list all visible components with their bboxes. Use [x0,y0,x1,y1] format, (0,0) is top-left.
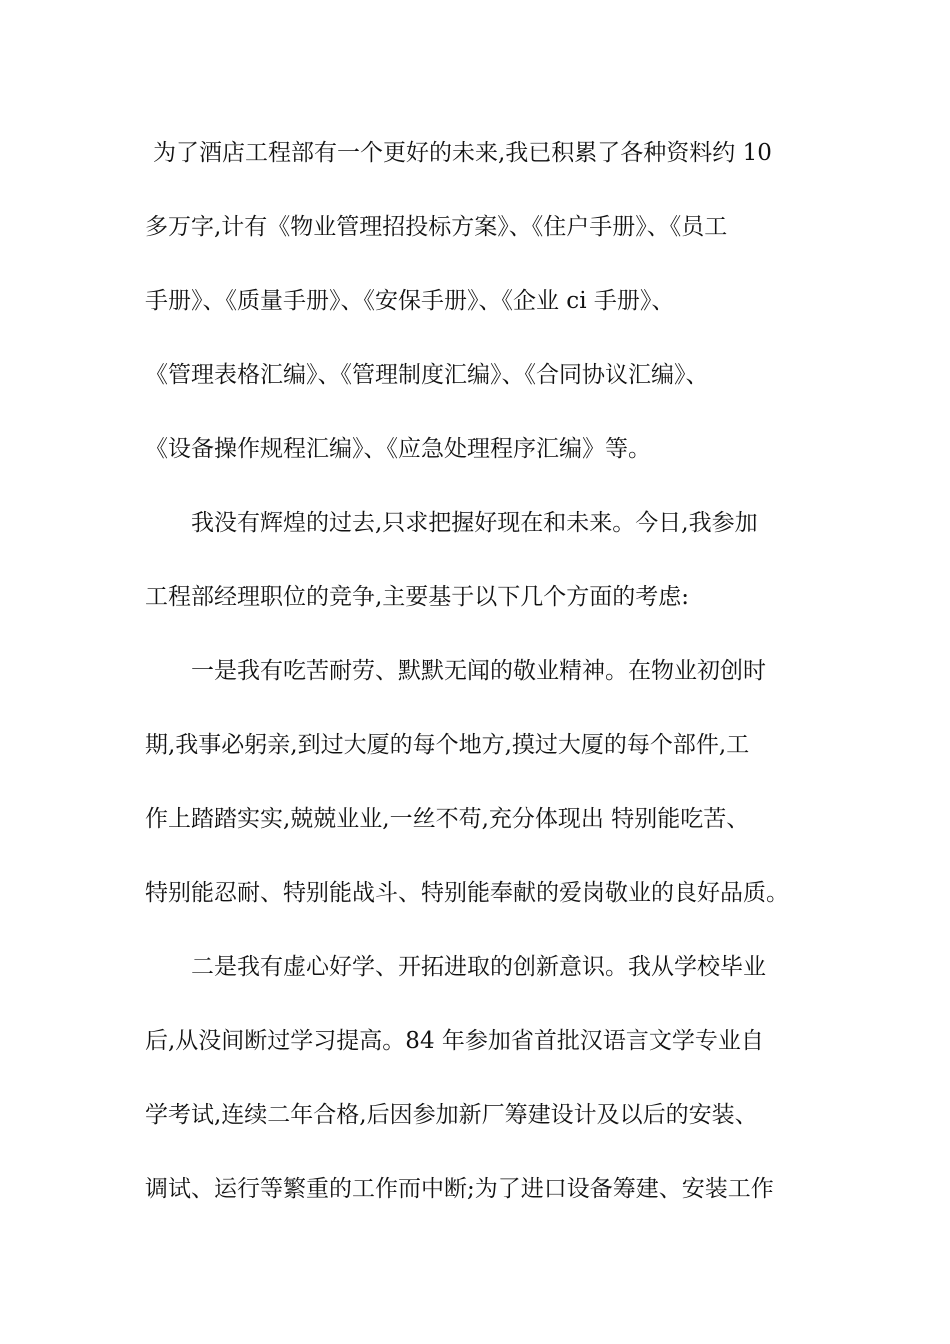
text-line: 《设备操作规程汇编》、《应急处理程序汇编》等。 [145,436,651,462]
text-line: 一是我有吃苦耐劳、默默无闻的敬业精神。在物业初创时 [191,658,766,684]
text-line: 调试、运行等繁重的工作而中断;为了进口设备筹建、安装工作 [145,1176,774,1202]
document-body [145,129,810,1239]
text-line: 为了酒店工程部有一个更好的未来,我已积累了各种资料约 10 [153,140,772,166]
text-line: 多万字,计有《物业管理招投标方案》、《住户手册》、《员工 [145,214,728,240]
text-line: 作上踏踏实实,兢兢业业,一丝不苟,充分体现出 特别能吃苦、 [145,806,750,832]
text-line: 手册》、《质量手册》、《安保手册》、《企业 ci 手册》、 [145,288,675,314]
text-line: 学考试,连续二年合格,后因参加新厂筹建设计及以后的安装、 [145,1102,758,1128]
text-line: 期,我事必躬亲,到过大厦的每个地方,摸过大厦的每个部件,工 [145,732,750,758]
text-line: 工程部经理职位的竞争,主要基于以下几个方面的考虑: [145,584,690,610]
text-line: 《管理表格汇编》、《管理制度汇编》、《合同协议汇编》、 [145,362,709,388]
text-line: 后,从没间断过学习提高。84 年参加省首批汉语言文学专业自 [145,1028,764,1054]
text-line: 二是我有虚心好学、开拓进取的创新意识。我从学校毕业 [191,954,766,980]
text-line: 我没有辉煌的过去,只求把握好现在和未来。今日,我参加 [191,510,758,536]
text-line: 特别能忍耐、特别能战斗、特别能奉献的爱岗敬业的良好品质。 [145,880,789,906]
